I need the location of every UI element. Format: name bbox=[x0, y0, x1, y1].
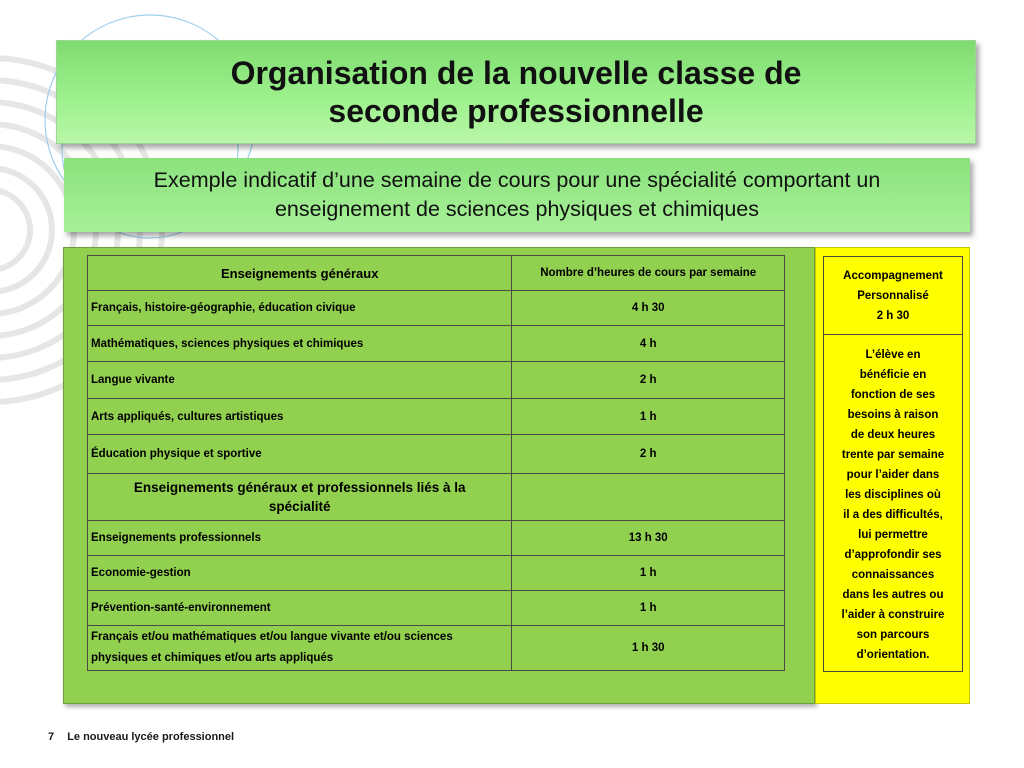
support-text-line: connaissances bbox=[851, 569, 935, 581]
subject-line1: Français et/ou mathématiques et/ou langue vivante et/ou sciences bbox=[91, 631, 453, 643]
table-row bbox=[88, 591, 785, 626]
table-row bbox=[88, 399, 785, 435]
personalized-support-description bbox=[824, 335, 962, 665]
table-row bbox=[88, 521, 785, 556]
title-banner bbox=[56, 40, 976, 144]
section-specialty-heading bbox=[88, 474, 512, 521]
support-text-line: de deux heures bbox=[850, 429, 936, 441]
support-text-line: besoins à raison bbox=[847, 409, 939, 421]
support-text-line: trente par semaine bbox=[841, 449, 945, 461]
support-text-line: d’orientation. bbox=[856, 649, 930, 661]
support-text-line: bénéficie en bbox=[859, 369, 927, 381]
subject-cell: Arts appliqués, cultures artistiques bbox=[88, 399, 512, 435]
subject-cell: Prévention-santé-environnement bbox=[88, 591, 512, 626]
subject-cell: Enseignements professionnels bbox=[88, 521, 512, 556]
schedule-table bbox=[87, 255, 785, 671]
subject-cell: Langue vivante bbox=[88, 362, 512, 399]
support-text-line: L’élève en bbox=[865, 349, 921, 361]
header-general-courses: Enseignements généraux bbox=[88, 256, 512, 291]
hours-cell: 1 h bbox=[512, 399, 785, 435]
subject-cell bbox=[88, 626, 512, 671]
subject-cell: Mathématiques, sciences physiques et chimiques bbox=[88, 326, 512, 362]
subtitle-line2: enseignement de sciences physiques et chimiques bbox=[274, 197, 760, 221]
support-head-line: Personnalisé bbox=[857, 289, 929, 302]
hours-cell: 1 h bbox=[512, 591, 785, 626]
table-row bbox=[88, 556, 785, 591]
hours-cell: 1 h bbox=[512, 556, 785, 591]
hours-cell: 2 h bbox=[512, 435, 785, 474]
empty-hours-cell bbox=[512, 474, 785, 521]
table-row bbox=[88, 435, 785, 474]
support-text-line: lui permettre bbox=[858, 529, 928, 541]
section-heading-line2: spécialité bbox=[268, 499, 331, 514]
personalized-support-box bbox=[823, 256, 963, 672]
support-text-line: pour l’aider dans bbox=[846, 469, 940, 481]
table-section-row bbox=[88, 474, 785, 521]
table-row bbox=[88, 291, 785, 326]
support-head-line: Accompagnement bbox=[843, 269, 943, 282]
support-text-line: dans les autres ou bbox=[842, 589, 944, 601]
support-text-line: il a des difficultés, bbox=[843, 509, 943, 521]
hours-cell: 4 h 30 bbox=[512, 291, 785, 326]
page-title-line1: Organisation de la nouvelle classe de bbox=[230, 55, 802, 91]
hours-cell: 2 h bbox=[512, 362, 785, 399]
support-text-line: l’aider à construire bbox=[841, 609, 945, 621]
support-head-line: 2 h 30 bbox=[876, 309, 910, 322]
table-header-row bbox=[88, 256, 785, 291]
subject-cell: Economie-gestion bbox=[88, 556, 512, 591]
page-title-line2: seconde professionnelle bbox=[328, 93, 704, 129]
section-heading-line1: Enseignements généraux et professionnels liés à la bbox=[133, 480, 466, 495]
table-row bbox=[88, 362, 785, 399]
page-number: 7 bbox=[48, 731, 55, 743]
support-text-line: d’approfondir ses bbox=[844, 549, 942, 561]
subject-cell: Français, histoire-géographie, éducation civique bbox=[88, 291, 512, 326]
hours-cell: 4 h bbox=[512, 326, 785, 362]
subject-line2: physiques et chimiques et/ou arts appliqués bbox=[91, 652, 334, 664]
table-row bbox=[88, 326, 785, 362]
support-text-line: son parcours bbox=[856, 629, 930, 641]
table-row bbox=[88, 626, 785, 671]
support-text-line: fonction de ses bbox=[850, 389, 936, 401]
personalized-support-header bbox=[824, 257, 962, 335]
subtitle-banner bbox=[64, 158, 970, 232]
subject-cell: Éducation physique et sportive bbox=[88, 435, 512, 474]
slide-footer bbox=[48, 731, 234, 743]
hours-cell: 13 h 30 bbox=[512, 521, 785, 556]
footer-text: Le nouveau lycée professionnel bbox=[67, 731, 235, 743]
subtitle-line1: Exemple indicatif d’une semaine de cours pour une spécialité comportant un bbox=[153, 168, 881, 192]
support-text-line: les disciplines où bbox=[845, 489, 941, 501]
header-hours-per-week: Nombre d’heures de cours par semaine bbox=[512, 256, 785, 291]
hours-cell: 1 h 30 bbox=[512, 626, 785, 671]
